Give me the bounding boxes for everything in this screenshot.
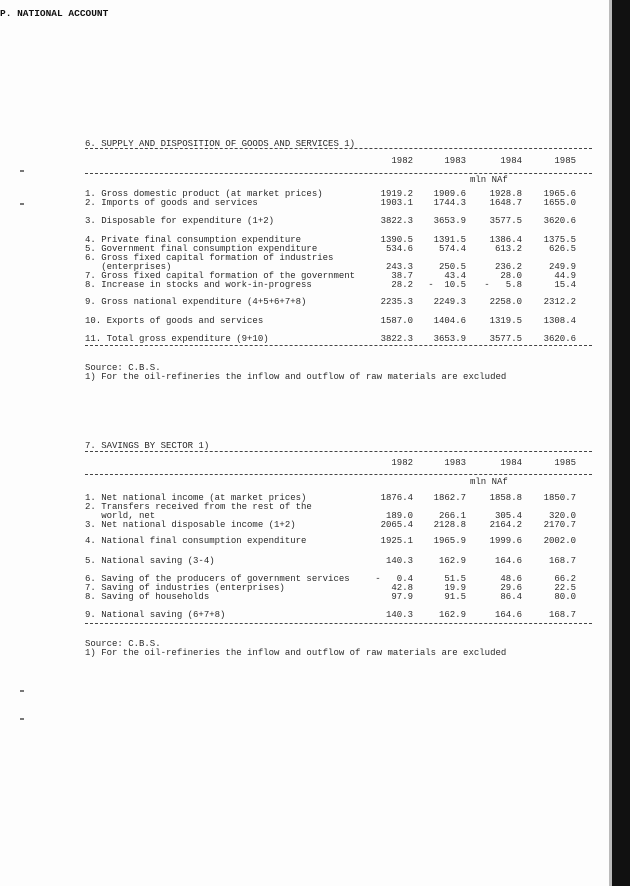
table6-row-label: 10. Exports of goods and services — [85, 316, 264, 326]
table7-cell: 2065.4 — [380, 520, 413, 530]
table7-cell: 1862.7 — [433, 493, 466, 503]
table6-row-label: 6. Gross fixed capital formation of industries — [85, 253, 334, 263]
table7-cell: 22.5 — [554, 583, 576, 593]
table7-year-header: 1983 — [444, 458, 466, 468]
table6-rule — [85, 148, 592, 149]
table6-cell: 3577.5 — [489, 216, 522, 226]
table6-row-label: 8. Increase in stocks and work-in-progress — [85, 280, 312, 290]
table7-cell: - 0.4 — [375, 574, 413, 584]
table6-cell: - 5.8 — [484, 280, 522, 290]
table6-cell: 1909.6 — [433, 189, 466, 199]
table7-cell: 320.0 — [548, 511, 576, 521]
table7-cell: 42.8 — [391, 583, 413, 593]
table7-cell: 51.5 — [444, 574, 466, 584]
table7-row-label: 1. Net national income (at market prices) — [85, 493, 307, 503]
table7-row-label: 8. Saving of households — [85, 592, 210, 602]
table6-cell: 1928.8 — [489, 189, 522, 199]
table7-cell: 66.2 — [554, 574, 576, 584]
table7-cell: 140.3 — [385, 610, 413, 620]
scan-mark — [20, 690, 24, 692]
table6-cell: 1655.0 — [543, 198, 576, 208]
table6-cell: 1390.5 — [380, 235, 413, 245]
table6-cell: 1386.4 — [489, 235, 522, 245]
table6-year-header: 1982 — [391, 156, 413, 166]
table7-cell: 1925.1 — [380, 536, 413, 546]
table6-row-label: 2. Imports of goods and services — [85, 198, 258, 208]
table6-cell: 2235.3 — [380, 297, 413, 307]
table6-footnote: 1) For the oil-refineries the inflow and outflow of raw materials are excluded — [85, 372, 507, 382]
table6-year-header: 1985 — [554, 156, 576, 166]
table7-row-label: 6. Saving of the producers of government services — [85, 574, 350, 584]
table7-cell: 164.6 — [494, 610, 522, 620]
table7-cell: 164.6 — [494, 556, 522, 566]
table6-cell: 1391.5 — [433, 235, 466, 245]
table6-cell: 3620.6 — [543, 216, 576, 226]
table6-cell: 15.4 — [554, 280, 576, 290]
table7-cell: 1876.4 — [380, 493, 413, 503]
table6-row-label: 4. Private final consumption expenditure — [85, 235, 302, 245]
table6-cell: 1587.0 — [380, 316, 413, 326]
table6-cell: 1375.5 — [543, 235, 576, 245]
table6-cell: 574.4 — [438, 244, 466, 254]
table6-cell: 1744.3 — [433, 198, 466, 208]
table7-source: Source: C.B.S. — [85, 639, 161, 649]
table6-cell: 3822.3 — [380, 334, 413, 344]
scan-border-shadow — [609, 0, 612, 886]
table6-cell: 250.5 — [438, 262, 466, 272]
table7-cell: 2128.8 — [433, 520, 466, 530]
table6-cell: 3822.3 — [380, 216, 413, 226]
table6-rule — [85, 173, 592, 174]
table7-cell: 19.9 — [444, 583, 466, 593]
table6-unit: mln NAf — [470, 175, 508, 185]
table7-year-header: 1985 — [554, 458, 576, 468]
table6-cell: 613.2 — [494, 244, 522, 254]
table6-cell: 2312.2 — [543, 297, 576, 307]
table6-cell: 1648.7 — [489, 198, 522, 208]
table7-row-label: 3. Net national disposable income (1+2) — [85, 520, 296, 530]
table7-year-header: 1982 — [391, 458, 413, 468]
table6-cell: 1404.6 — [433, 316, 466, 326]
table6-cell: 1308.4 — [543, 316, 576, 326]
table7-row-label: 7. Saving of industries (enterprises) — [85, 583, 285, 593]
scan-mark — [20, 170, 24, 172]
table6-row-label: 9. Gross national expenditure (4+5+6+7+8) — [85, 297, 307, 307]
table6-cell: 236.2 — [494, 262, 522, 272]
table7-cell: 305.4 — [494, 511, 522, 521]
table6-cell: 1919.2 — [380, 189, 413, 199]
table7-cell: 168.7 — [548, 556, 576, 566]
table7-cell: 162.9 — [438, 556, 466, 566]
table7-cell: 266.1 — [438, 511, 466, 521]
table6-row-label: (enterprises) — [85, 262, 172, 272]
scan-mark — [20, 718, 24, 720]
table7-cell: 1858.8 — [489, 493, 522, 503]
table6-cell: 43.4 — [444, 271, 466, 281]
table7-cell: 29.6 — [500, 583, 522, 593]
table6-cell: 626.5 — [548, 244, 576, 254]
table6-cell: 3653.9 — [433, 216, 466, 226]
table6-source: Source: C.B.S. — [85, 363, 161, 373]
table7-year-header: 1984 — [500, 458, 522, 468]
table7-cell: 2170.7 — [543, 520, 576, 530]
table7-cell: 97.9 — [391, 592, 413, 602]
table6-row-label: 3. Disposable for expenditure (1+2) — [85, 216, 275, 226]
table6-year-header: 1984 — [500, 156, 522, 166]
table7-cell: 1850.7 — [543, 493, 576, 503]
table6-cell: 3577.5 — [489, 334, 522, 344]
scan-mark — [20, 203, 24, 205]
table6-cell: 249.9 — [548, 262, 576, 272]
table7-rule — [85, 623, 592, 624]
table6-cell: 1965.6 — [543, 189, 576, 199]
scan-border — [612, 0, 630, 886]
table7-cell: 1965.9 — [433, 536, 466, 546]
table6-cell: 1903.1 — [380, 198, 413, 208]
table7-row-label: 5. National saving (3-4) — [85, 556, 215, 566]
table6-cell: 3620.6 — [543, 334, 576, 344]
table6-row-label: 1. Gross domestic product (at market prices) — [85, 189, 323, 199]
table7-title: 7. SAVINGS BY SECTOR 1) — [85, 441, 210, 451]
table7-cell: 80.0 — [554, 592, 576, 602]
table7-cell: 91.5 — [444, 592, 466, 602]
table6-cell: 44.9 — [554, 271, 576, 281]
table7-cell: 168.7 — [548, 610, 576, 620]
table7-rule — [85, 451, 592, 452]
table6-cell: 2258.0 — [489, 297, 522, 307]
table7-cell: 189.0 — [385, 511, 413, 521]
table7-footnote: 1) For the oil-refineries the inflow and outflow of raw materials are excluded — [85, 648, 507, 658]
table7-row-label: 9. National saving (6+7+8) — [85, 610, 226, 620]
table6-year-header: 1983 — [444, 156, 466, 166]
table6-cell: 2249.3 — [433, 297, 466, 307]
table6-rule — [85, 345, 592, 346]
running-header: P. NATIONAL ACCOUNT — [0, 8, 109, 19]
table7-cell: 140.3 — [385, 556, 413, 566]
table6-cell: 28.2 — [391, 280, 413, 290]
table7-cell: 86.4 — [500, 592, 522, 602]
table6-cell: 38.7 — [391, 271, 413, 281]
table7-cell: 162.9 — [438, 610, 466, 620]
table6-cell: 28.0 — [500, 271, 522, 281]
table6-cell: 534.6 — [385, 244, 413, 254]
table6-title: 6. SUPPLY AND DISPOSITION OF GOODS AND SERVICES 1) — [85, 139, 356, 149]
table6-row-label: 7. Gross fixed capital formation of the government — [85, 271, 356, 281]
table7-row-label: 4. National final consumption expenditure — [85, 536, 307, 546]
table7-unit: mln NAf — [470, 477, 508, 487]
table6-row-label: 5. Government final consumption expenditure — [85, 244, 318, 254]
table7-rule — [85, 474, 592, 475]
table6-cell: - 10.5 — [428, 280, 466, 290]
table7-row-label: 2. Transfers received from the rest of the — [85, 502, 312, 512]
table6-cell: 1319.5 — [489, 316, 522, 326]
table7-cell: 48.6 — [500, 574, 522, 584]
table6-cell: 243.3 — [385, 262, 413, 272]
table7-cell: 1999.6 — [489, 536, 522, 546]
table6-row-label: 11. Total gross expenditure (9+10) — [85, 334, 269, 344]
table6-cell: 3653.9 — [433, 334, 466, 344]
table7-row-label: world, net — [85, 511, 156, 521]
table7-cell: 2164.2 — [489, 520, 522, 530]
table7-cell: 2002.0 — [543, 536, 576, 546]
